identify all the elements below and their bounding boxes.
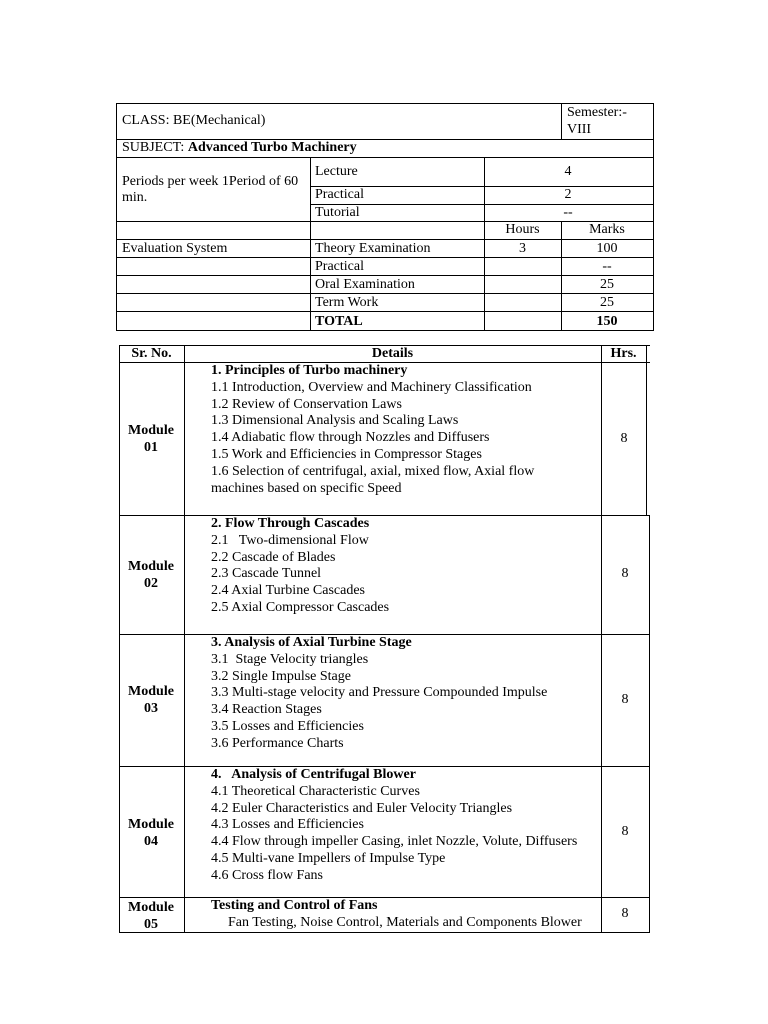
module-title: Testing and Control of Fans <box>211 898 378 913</box>
practical-label: Practical <box>315 187 364 202</box>
module-label <box>119 683 183 717</box>
module-label-word: Module <box>128 684 174 699</box>
subject-prefix: SUBJECT: <box>122 140 188 155</box>
periods-label-line2: min. <box>122 190 148 205</box>
module-item: 3.1 Stage Velocity triangles <box>211 651 369 667</box>
eval-row-marks: 25 <box>600 277 614 292</box>
eval-row-marks: -- <box>602 259 612 274</box>
eval-total-marks: 150 <box>596 314 618 329</box>
eval-row-name: Practical <box>315 259 364 274</box>
eval-row-name: Theory Examination <box>315 241 431 256</box>
module-details <box>211 516 389 617</box>
module-details <box>211 898 582 932</box>
col-header-srno: Sr. No. <box>131 346 172 361</box>
module-item: 3.3 Multi-stage velocity and Pressure Compounded Impulse <box>211 685 548 701</box>
practical-value: 2 <box>564 187 572 202</box>
module-item: 1.5 Work and Efficiencies in Compressor Stages <box>211 446 482 462</box>
subject-name: Advanced Turbo Machinery <box>187 140 357 155</box>
module-details <box>211 363 534 497</box>
module-label-word: Module <box>128 559 174 574</box>
lecture-value: 4 <box>564 164 572 179</box>
module-label <box>119 816 183 850</box>
module-details <box>211 635 547 753</box>
module-label <box>119 558 183 592</box>
module-item: 1.1 Introduction, Overview and Machinery Classification <box>211 379 532 395</box>
module-item: 1.4 Adiabatic flow through Nozzles and Diffusers <box>211 430 490 446</box>
module-title: 3. Analysis of Axial Turbine Stage <box>211 635 412 650</box>
module-number: 02 <box>144 576 158 591</box>
module-title: 2. Flow Through Cascades <box>211 516 370 531</box>
module-item: 2.5 Axial Compressor Cascades <box>211 599 390 615</box>
module-hours: 8 <box>621 692 629 707</box>
module-number: 03 <box>144 701 158 716</box>
marks-header: Marks <box>589 222 625 237</box>
module-item: 3.5 Losses and Efficiencies <box>211 718 364 734</box>
module-label <box>119 899 183 933</box>
module-item: 1.3 Dimensional Analysis and Scaling Laws <box>211 413 459 429</box>
periods-label-line1: Periods per week 1Period of 60 <box>122 174 299 189</box>
eval-row-marks: 100 <box>596 241 618 256</box>
module-item: 2.1 Two-dimensional Flow <box>211 532 369 548</box>
col-header-hrs: Hrs. <box>610 346 637 361</box>
hours-header: Hours <box>505 222 540 237</box>
module-label <box>119 422 183 456</box>
module-hours: 8 <box>621 824 629 839</box>
class-label: CLASS: BE(Mechanical) <box>122 113 266 128</box>
module-hours: 8 <box>621 906 629 921</box>
eval-row-marks: 25 <box>600 295 614 310</box>
eval-row-hours: 3 <box>519 241 526 256</box>
module-item: 3.6 Performance Charts <box>211 735 344 751</box>
eval-total-label: TOTAL <box>315 314 363 329</box>
module-item: 4.3 Losses and Efficiencies <box>211 817 364 833</box>
module-hours: 8 <box>621 566 629 581</box>
lecture-label: Lecture <box>315 164 358 179</box>
module-item: 3.2 Single Impulse Stage <box>211 668 351 684</box>
module-item: 4.6 Cross flow Fans <box>211 867 324 883</box>
module-details <box>211 767 577 885</box>
module-item: 2.3 Cascade Tunnel <box>211 566 322 582</box>
subject-line <box>122 140 357 156</box>
module-number: 01 <box>144 440 158 455</box>
evaluation-label: Evaluation System <box>122 241 228 256</box>
module-item: Fan Testing, Noise Control, Materials and Components Blower <box>228 914 582 930</box>
eval-row-name: Term Work <box>315 295 379 310</box>
module-number: 05 <box>144 917 158 932</box>
module-hours: 8 <box>620 431 628 446</box>
module-label-word: Module <box>128 423 174 438</box>
module-item: 4.2 Euler Characteristics and Euler Velocity Triangles <box>211 800 513 816</box>
semester-label: Semester:- <box>567 105 627 120</box>
module-item: 2.2 Cascade of Blades <box>211 549 336 565</box>
module-label-word: Module <box>128 900 174 915</box>
tutorial-value: -- <box>563 205 573 220</box>
col-header-details: Details <box>371 346 414 361</box>
module-item: 4.5 Multi-vane Impellers of Impulse Type <box>211 850 446 866</box>
eval-row-name: Oral Examination <box>315 277 415 292</box>
module-item: 1.2 Review of Conservation Laws <box>211 396 402 412</box>
semester-value: VIII <box>567 122 592 137</box>
module-item: 4.1 Theoretical Characteristic Curves <box>211 783 420 799</box>
tutorial-label: Tutorial <box>315 205 360 220</box>
module-item: 1.6 Selection of centrifugal, axial, mixed flow, Axial flow <box>211 463 535 479</box>
module-number: 04 <box>144 834 158 849</box>
module-label-word: Module <box>128 817 174 832</box>
module-item: 2.4 Axial Turbine Cascades <box>211 583 365 599</box>
module-item: machines based on specific Speed <box>211 480 402 496</box>
module-item: 4.4 Flow through impeller Casing, inlet Nozzle, Volute, Diffusers <box>211 834 578 850</box>
module-title: 1. Principles of Turbo machinery <box>211 363 408 378</box>
module-item: 3.4 Reaction Stages <box>211 702 322 718</box>
module-title: 4. Analysis of Centrifugal Blower <box>211 767 416 782</box>
